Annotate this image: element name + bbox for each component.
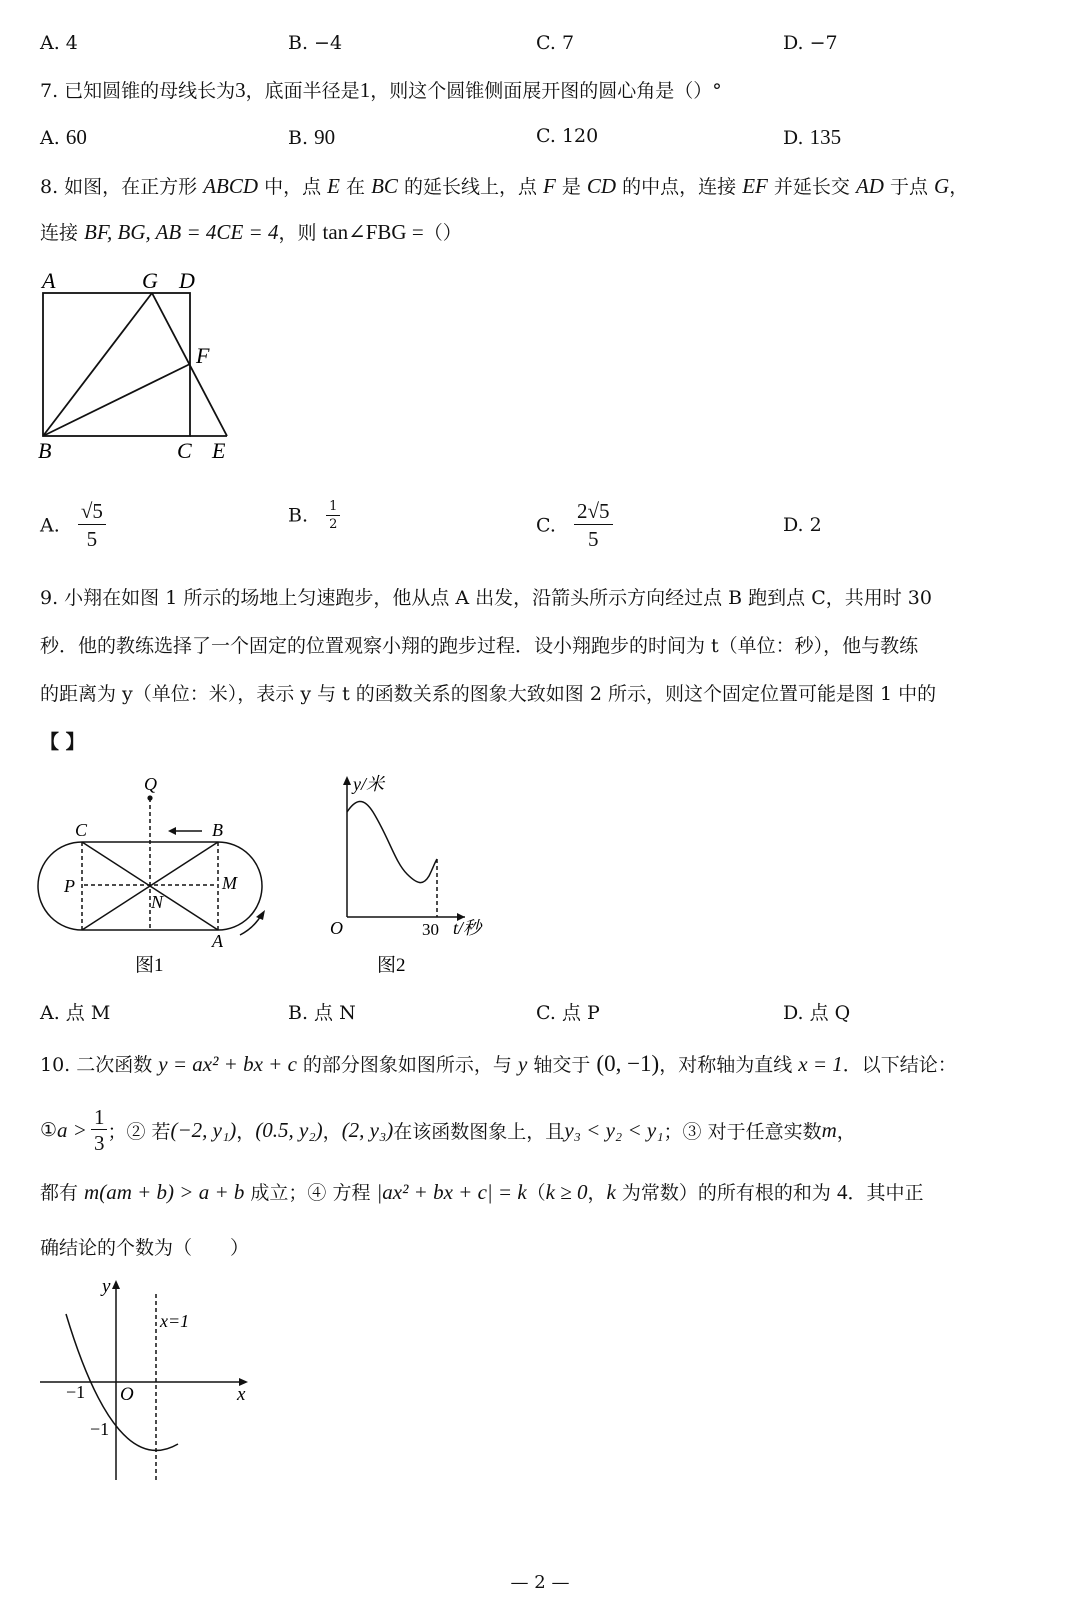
q9-option-c: C. 点 P — [536, 1002, 600, 1024]
label-c: C — [177, 438, 192, 463]
q7-option-b: B. 90 — [288, 125, 336, 149]
label-a: A — [42, 268, 56, 293]
y-axis-label: y/米 — [353, 774, 384, 794]
q6-option-b: B. −4 — [288, 32, 343, 54]
q9-option-d: D. 点 Q — [783, 1002, 851, 1024]
q7-stem: 7. 已知圆锥的母线长为3，底面半径是1，则这个圆锥侧面展开图的圆心角是（）° — [40, 78, 722, 102]
origin-label: O — [120, 1384, 134, 1405]
origin-label: O — [330, 918, 343, 938]
label-b: B — [38, 438, 52, 463]
label-g: G — [142, 268, 158, 293]
q8-option-a: A. $\frac{√5}{5}$ — [40, 498, 106, 553]
q8-option-b: B. $\frac{1}{2}$ — [288, 498, 340, 533]
q9-option-b: B. 点 N — [288, 1002, 356, 1024]
fig2-caption: 图2 — [377, 955, 406, 976]
label-n: N — [151, 892, 164, 912]
q10-stem-line2: ① a > $\frac{1}{3}$ ；② 若 (−2, y₁) ， (0.5, y₂) ， (2, y₃) 在该函数图象上，且 y₃ < y₂ < y₁ ；③ 对于任意实数 m ， — [40, 1104, 856, 1155]
y-tick-label: −1 — [90, 1419, 110, 1439]
q10-stem-line1: 10. 二次函数 y = ax² + bx + c 的部分图象如图所示，与 y 轴交于 (0, −1)，对称轴为直线 x = 1．以下结论： — [40, 1051, 957, 1076]
q6-option-c: C. 7 — [536, 32, 575, 54]
q8-option-c: C. $\frac{2√5}{5}$ — [536, 498, 613, 553]
q9-graph-figure — [325, 772, 505, 982]
q9-stem-line2: 秒．他的教练选择了一个固定的位置观察小翔的跑步过程．设小翔跑步的时间为 t（单位：秒），他与教练 — [40, 635, 919, 657]
q9-answer-bracket: 【 】 — [40, 731, 85, 753]
q6-option-d: D. −7 — [783, 32, 838, 54]
label-a: A — [212, 931, 223, 951]
x-axis-label: x — [237, 1384, 246, 1405]
q8-stem-line1: 8. 如图，在正方形 ABCD 中，点 E 在 BC 的延长线上，点 F 是 CD 的中点，连接 EF 并延长交 AD 于点 G， — [40, 174, 969, 198]
label-p: P — [64, 876, 75, 896]
label-f: F — [196, 343, 210, 368]
y-axis-arrow-icon — [112, 1280, 120, 1289]
q9-stem-line1: 9. 小翔在如图 1 所示的场地上匀速跑步，他从点 A 出发，沿箭头所示方向经过点 B 跑到点 C，共用时 30 — [40, 587, 932, 609]
page-number: — 2 — — [510, 1572, 570, 1593]
x-tick-label: −1 — [66, 1382, 86, 1402]
q7-option-a: A. 60 — [40, 125, 87, 149]
y-axis-arrow-icon — [343, 776, 351, 785]
label-b: B — [212, 820, 223, 840]
label-q: Q — [144, 774, 157, 794]
y-axis-label: y — [102, 1276, 111, 1297]
q9-track-figure — [30, 772, 280, 982]
tick-30: 30 — [422, 920, 439, 939]
q8-stem-line2: 连接 BF, BG, AB = 4CE = 4，则 tan∠FBG =（） — [40, 220, 462, 244]
q8-option-d: D. 2 — [783, 514, 822, 536]
q9-stem-line3: 的距离为 y（单位：米），表示 y 与 t 的函数关系的图象大致如图 2 所示，则这个固定位置可能是图 1 中的 — [40, 683, 937, 705]
q10-stem-line4: 确结论的个数为（ ） — [40, 1237, 250, 1259]
label-e: E — [212, 438, 226, 463]
fig1-caption: 图1 — [135, 955, 164, 976]
q6-option-a: A. 4 — [40, 32, 78, 54]
q7-option-c: C. 120 — [536, 125, 599, 147]
label-c: C — [75, 820, 88, 840]
x-axis-label: t/秒 — [453, 918, 482, 938]
label-d: D — [179, 268, 195, 293]
q10-parabola-graph — [30, 1272, 270, 1492]
q8-square-figure — [30, 262, 250, 468]
axis-of-symmetry-label: x=1 — [160, 1311, 190, 1331]
q9-option-a: A. 点 M — [40, 1002, 111, 1024]
label-m: M — [222, 873, 237, 893]
q10-stem-line3: 都有 m(am + b) > a + b 成立；④ 方程 |ax² + bx + c| = k（k ≥ 0，k 为常数）的所有根的和为 4．其中正 — [40, 1180, 924, 1204]
q7-option-d: D. 135 — [783, 125, 842, 149]
